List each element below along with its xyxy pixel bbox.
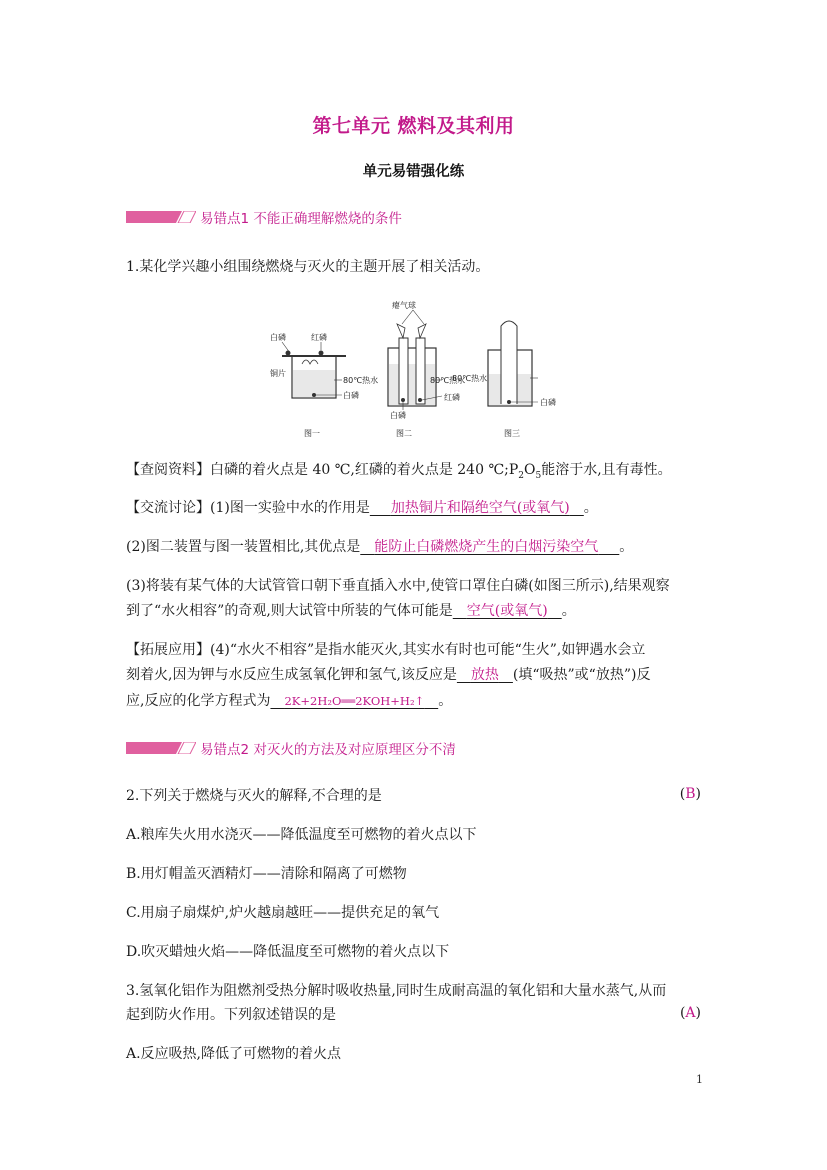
label-fig3: 图三 xyxy=(504,429,520,438)
extension-label: 【拓展应用】 xyxy=(126,642,210,658)
label-fig2: 图二 xyxy=(396,429,412,438)
q1-part1 xyxy=(126,498,598,518)
part3-end: 。 xyxy=(561,603,576,619)
part1-answer: 加热铜片和隔绝空气(或氧气) xyxy=(390,500,570,516)
section-title-2: 易错点2 对灭火的方法及对应原理区分不清 xyxy=(200,742,456,758)
label-fig1: 图一 xyxy=(304,429,320,438)
part4-line2-end: (填“吸热”或“放热”)反 xyxy=(512,667,651,683)
label-hotwater-1: 80℃热水 xyxy=(343,376,379,385)
part4-line3-end: 。 xyxy=(438,693,453,709)
info-text: 白磷的着火点是 40 ℃,红磷的着火点是 240 ℃;P xyxy=(210,462,519,478)
part2-prompt: (2)图二装置与图一装置相比,其优点是 xyxy=(126,539,361,555)
q1-part4-line3 xyxy=(126,691,452,711)
q3-stem-line2: 起到防火作用。下列叙述错误的是 xyxy=(126,1007,336,1023)
info-label: 【查阅资料】 xyxy=(126,462,210,478)
q2-option-c: C.用扇子扇煤炉,炉火越扇越旺——提供充足的氧气 xyxy=(126,905,440,921)
figure-3-diagram xyxy=(488,321,538,406)
q3-option-a: A.反应吸热,降低了可燃物的着火点 xyxy=(126,1046,342,1062)
info-sub1: 2 xyxy=(518,470,524,481)
page-subtitle: 单元易错强化练 xyxy=(362,164,465,180)
part1-end: 。 xyxy=(583,500,598,516)
section-bar-icon xyxy=(126,211,196,223)
experiment-figure xyxy=(268,298,558,444)
label-tongpian: 铜片 xyxy=(270,369,286,378)
label-qiqiu: 瘪气球 xyxy=(392,301,416,310)
q1-part2 xyxy=(126,537,633,557)
discussion-label: 【交流讨论】 xyxy=(126,500,210,516)
q1-stem: 1.某化学兴趣小组围绕燃烧与灭火的主题开展了相关活动。 xyxy=(126,259,490,275)
label-hotwater-3: 80℃热水 xyxy=(452,374,488,383)
part4-line2-text: 刻着火,因为钾与水反应生成氢氧化钾和氢气,该反应是 xyxy=(126,667,457,683)
q2-option-a: A.粮库失火用水浇灭——降低温度至可燃物的着火点以下 xyxy=(126,827,477,843)
info-end: 能溶于水,且有毒性。 xyxy=(541,462,672,478)
q1-part3-line2 xyxy=(126,601,576,621)
q1-part4-line1 xyxy=(126,640,645,660)
q1-part4-line2 xyxy=(126,665,650,685)
page-number: 1 xyxy=(696,1073,703,1086)
figure-2-diagram xyxy=(388,310,442,410)
q3-stem-line1: 3.氢氧化铝作为阻燃剂受热分解时吸收热量,同时生成耐高温的氧化铝和大量水蒸气,从而 xyxy=(126,983,667,999)
info-mid: O xyxy=(523,462,536,478)
q2-option-d: D.吹灭蜡烛火焰——降低温度至可燃物的着火点以下 xyxy=(126,944,450,960)
part4-line3-text: 应,反应的化学方程式为 xyxy=(126,693,271,709)
part4-line1-text: (4)“水火不相容”是指水能灭火,其实水有时也可能“生火”,如钾遇水会立 xyxy=(210,642,646,658)
q2-option-b: B.用灯帽盖灭酒精灯——清除和隔离了可燃物 xyxy=(126,866,407,882)
part4-answer1: 放热 xyxy=(470,667,499,683)
label-bailin-1b: 白磷 xyxy=(343,391,359,400)
page-title: 第七单元 燃料及其利用 xyxy=(312,115,515,137)
part4-equation: 2K+2H₂O══2KOH+H₂↑ xyxy=(284,694,425,708)
q2-stem: 2.下列关于燃烧与灭火的解释,不合理的是 xyxy=(126,788,382,804)
q2-answer: (B) xyxy=(679,786,701,802)
q1-part3-line1: (3)将装有某气体的大试管管口朝下垂直插入水中,使管口罩住白磷(如图三所示),结果观察 xyxy=(126,578,670,594)
q3-answer: (A) xyxy=(679,1005,701,1021)
part3-answer: 空气(或氧气) xyxy=(466,603,548,619)
part3-prompt: 到了“水火相容”的奇观,则大试管中所装的气体可能是 xyxy=(126,603,453,619)
label-bailin-3: 白磷 xyxy=(540,398,556,407)
section-header-2 xyxy=(126,738,456,758)
section-bar-icon xyxy=(126,742,196,754)
label-honglin-2: 红磷 xyxy=(444,393,460,402)
part1-prompt: (1)图一实验中水的作用是 xyxy=(210,500,370,516)
label-bailin-2: 白磷 xyxy=(390,411,406,420)
q1-info xyxy=(126,460,672,486)
label-bailin-1: 白磷 xyxy=(270,333,286,342)
section-title-1: 易错点1 不能正确理解燃烧的条件 xyxy=(200,211,402,227)
section-header-1 xyxy=(126,207,402,227)
part2-answer: 能防止白磷燃烧产生的白烟污染空气 xyxy=(374,539,599,555)
info-sub2: 5 xyxy=(535,470,542,481)
part2-end: 。 xyxy=(619,539,634,555)
label-hotwater-2: 80℃热水 xyxy=(430,376,466,385)
figure-1-diagram xyxy=(282,342,346,398)
label-honglin-1: 红磷 xyxy=(311,333,327,342)
